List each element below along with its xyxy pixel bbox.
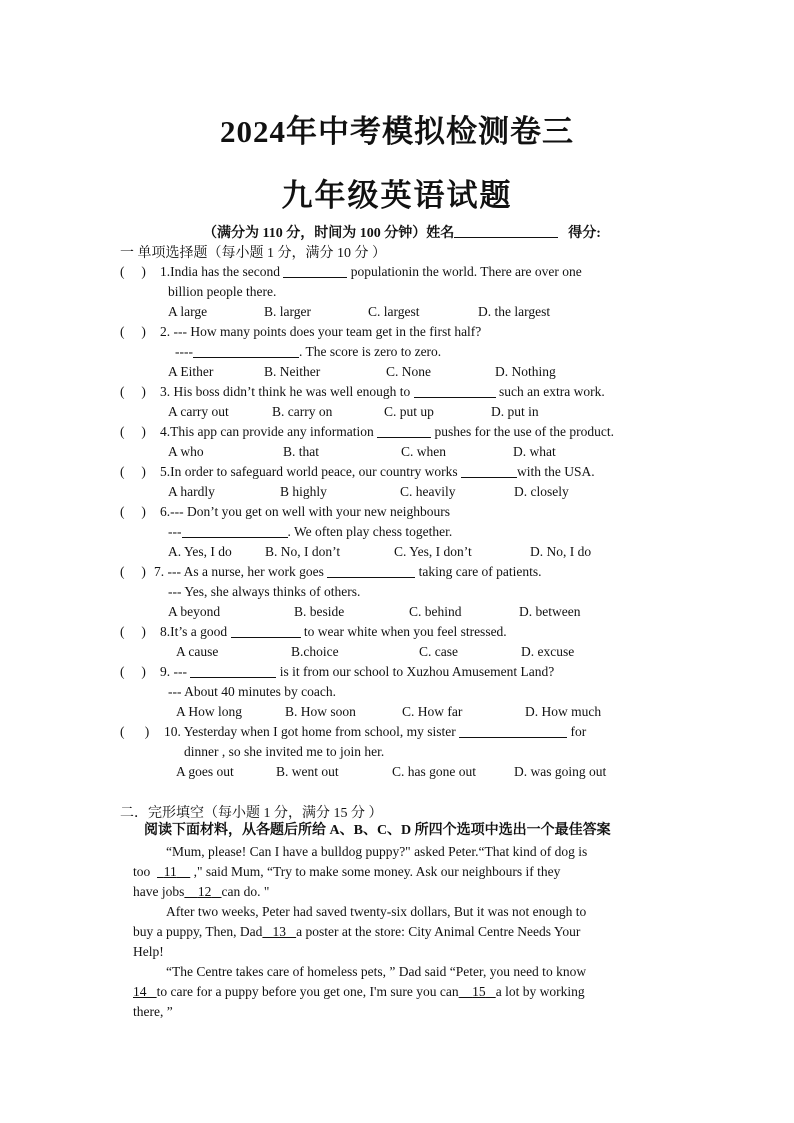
- q6-option-d[interactable]: D. No, I do: [530, 544, 592, 559]
- answer-blank[interactable]: [414, 384, 496, 398]
- question-6: ( ) 6.--- Don’t you get on well with your new neighbours: [120, 504, 450, 519]
- q1-option-c[interactable]: C. largest: [368, 304, 420, 319]
- answer-blank[interactable]: [190, 664, 276, 678]
- passage-line-7: “The Centre takes care of homeless pets, ” Dad said “Peter, you need to know: [166, 964, 587, 979]
- answer-blank[interactable]: [461, 464, 517, 478]
- q9-option-d[interactable]: D. How much: [525, 704, 602, 719]
- passage-line-4: After two weeks, Peter had saved twenty-six dollars, But it was not enough to: [166, 904, 587, 919]
- question-2: ( ) 2. --- How many points does your team get in the first half?: [120, 324, 482, 339]
- q8-option-d[interactable]: D. excuse: [521, 644, 575, 659]
- question-2-cont: ---- . The score is zero to zero.: [175, 344, 442, 359]
- q4-option-d[interactable]: D. what: [513, 444, 556, 459]
- blank-14[interactable]: 14: [133, 984, 147, 999]
- q2-option-a[interactable]: A Either: [168, 364, 214, 379]
- passage-line-9: there, ”: [133, 1004, 173, 1019]
- question-10-cont: dinner , so she invited me to join her.: [184, 744, 385, 759]
- question-1-cont: billion people there.: [168, 284, 277, 299]
- q4-option-b[interactable]: B. that: [283, 444, 319, 459]
- exam-info-line: [203, 222, 601, 242]
- q3-option-a[interactable]: A carry out: [168, 404, 229, 419]
- answer-blank[interactable]: [231, 624, 301, 638]
- q8-option-a[interactable]: A cause: [176, 644, 219, 659]
- exam-title: 2024年中考模拟检测卷三: [220, 114, 574, 149]
- question-3: ( ) 3. His boss didn’t think he was well enough to such an extra work.: [120, 384, 605, 399]
- section2-heading: 二．完形填空（每小题 1 分，满分 15 分 ）: [120, 806, 383, 821]
- section1-heading: 一 单项选择题（每小题 1 分，满分 10 分 ）: [120, 246, 386, 261]
- question-9: ( ) 9. --- is it from our school to Xuzhou Amusement Land?: [120, 664, 555, 679]
- question-8: ( ) 8.It’s a good to wear white when you feel stressed.: [120, 624, 507, 639]
- section2-instruction: 阅读下面材料，从各题后所给 A、B、C、D 所四个选项中选出一个最佳答案: [144, 823, 611, 838]
- passage-line-6: Help!: [133, 944, 164, 959]
- q1-option-a[interactable]: A large: [168, 304, 208, 319]
- q8-option-b[interactable]: B.choice: [291, 644, 339, 659]
- q7-option-b[interactable]: B. beside: [294, 604, 345, 619]
- q2-option-c[interactable]: C. None: [386, 364, 431, 379]
- question-7-cont: --- Yes, she always thinks of others.: [168, 584, 361, 599]
- answer-blank[interactable]: [459, 724, 567, 738]
- q10-option-a[interactable]: A goes out: [176, 764, 234, 779]
- blank-11[interactable]: 11: [163, 864, 177, 879]
- q5-option-c[interactable]: C. heavily: [400, 484, 456, 499]
- passage-line-3: have jobs 12 can do. ": [133, 884, 270, 899]
- q4-option-c[interactable]: C. when: [401, 444, 446, 459]
- q9-option-b[interactable]: B. How soon: [285, 704, 356, 719]
- answer-blank[interactable]: [182, 524, 288, 538]
- question-1: ( ) 1.India has the second populationin the world. There are over one: [120, 264, 582, 279]
- answer-blank[interactable]: [283, 264, 347, 278]
- answer-blank[interactable]: [377, 424, 431, 438]
- passage-line-8: 14 to care for a puppy before you get one, I'm sure you can 15 a lot by working: [133, 984, 585, 999]
- q8-option-c[interactable]: C. case: [419, 644, 458, 659]
- name-blank[interactable]: [454, 224, 558, 238]
- q10-option-c[interactable]: C. has gone out: [392, 764, 476, 779]
- blank-15[interactable]: 15: [472, 984, 486, 999]
- exam-info-text: （满分为 110 分，时间为 100 分钟）姓名: [203, 226, 455, 241]
- q5-option-d[interactable]: D. closely: [514, 484, 569, 499]
- q3-option-c[interactable]: C. put up: [384, 404, 434, 419]
- question-7: ( ) 7. --- As a nurse, her work goes taking care of patients.: [120, 564, 542, 579]
- q10-option-d[interactable]: D. was going out: [514, 764, 607, 779]
- q9-option-a[interactable]: A How long: [176, 704, 243, 719]
- passage-line-2: too 11 ," said Mum, “Try to make some money. Ask our neighbours if they: [133, 864, 561, 879]
- q5-option-a[interactable]: A hardly: [168, 484, 215, 499]
- exam-subtitle: 九年级英语试题: [281, 178, 513, 213]
- question-6-cont: --- . We often play chess together.: [168, 524, 453, 539]
- q7-option-d[interactable]: D. between: [519, 604, 581, 619]
- q1-option-b[interactable]: B. larger: [264, 304, 311, 319]
- q2-option-b[interactable]: B. Neither: [264, 364, 321, 379]
- q4-option-a[interactable]: A who: [168, 444, 204, 459]
- q3-option-b[interactable]: B. carry on: [272, 404, 333, 419]
- question-5: ( ) 5.In order to safeguard world peace, our country works with the USA.: [120, 464, 595, 479]
- q1-option-d[interactable]: D. the largest: [478, 304, 551, 319]
- answer-blank[interactable]: [193, 344, 299, 358]
- q6-option-c[interactable]: C. Yes, I don’t: [394, 544, 472, 559]
- q6-option-b[interactable]: B. No, I don’t: [265, 544, 341, 559]
- q6-option-a[interactable]: A. Yes, I do: [168, 544, 232, 559]
- blank-12[interactable]: 12: [197, 884, 212, 899]
- question-4: ( ) 4.This app can provide any information pushes for the use of the product.: [120, 424, 615, 439]
- score-label: 得分:: [568, 226, 601, 241]
- passage-line-5: buy a puppy, Then, Dad 13 a poster at the store: City Animal Centre Needs Your: [133, 924, 581, 939]
- question-9-cont: --- About 40 minutes by coach.: [168, 684, 336, 699]
- blank-13[interactable]: 13: [272, 924, 286, 939]
- q3-option-d[interactable]: D. put in: [491, 404, 539, 419]
- q10-option-b[interactable]: B. went out: [276, 764, 339, 779]
- q7-option-c[interactable]: C. behind: [409, 604, 462, 619]
- q2-option-d[interactable]: D. Nothing: [495, 364, 556, 379]
- q9-option-c[interactable]: C. How far: [402, 704, 463, 719]
- passage-line-1: “Mum, please! Can I have a bulldog puppy?" asked Peter.“That kind of dog is: [166, 844, 588, 859]
- question-10: ( ) 10. Yesterday when I got home from school, my sister for: [120, 724, 587, 739]
- q5-option-b[interactable]: B highly: [280, 484, 327, 499]
- q7-option-a[interactable]: A beyond: [168, 604, 221, 619]
- answer-blank[interactable]: [327, 564, 415, 578]
